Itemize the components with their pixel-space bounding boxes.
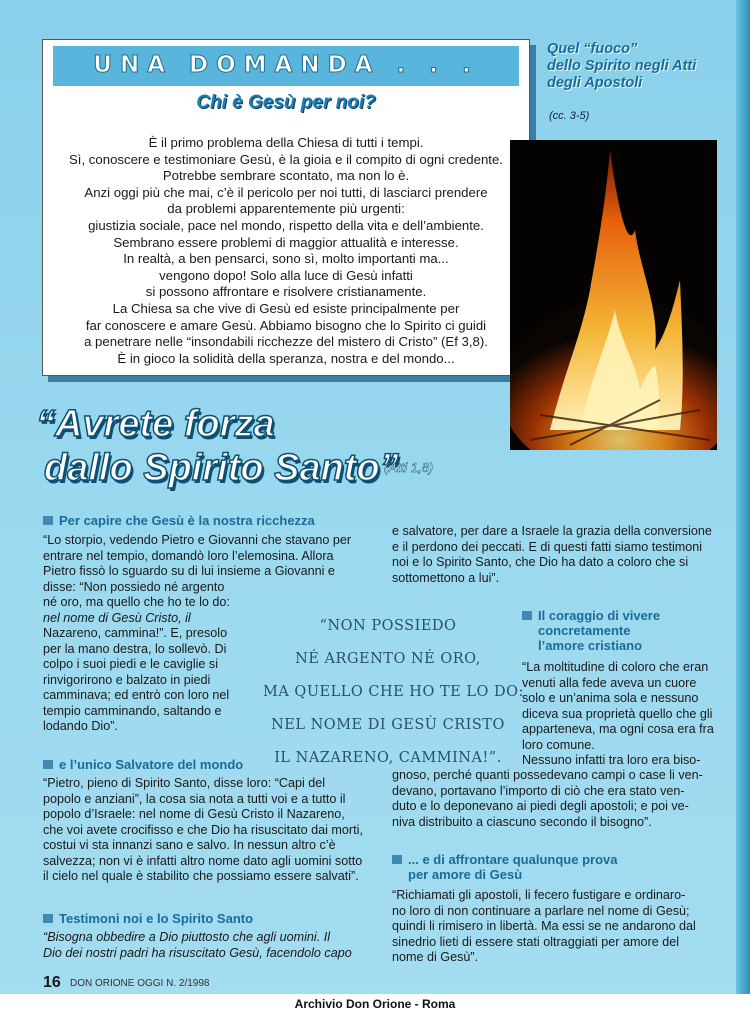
side-caption (547, 41, 747, 92)
main-title (36, 402, 476, 490)
side-caption-line: Quel “fuoco” (547, 41, 638, 57)
page-number: 16 (43, 974, 61, 991)
side-caption-line: dello Spirito negli Atti (547, 58, 697, 74)
box-line: Sembrano essere problemi di maggior attualità e interesse. (113, 234, 459, 250)
box-line: a penetrare nelle “insondabili ricchezze del mistero di Cristo” (Ef 3,8). (84, 334, 488, 350)
box-title: Chi è Gesù per noi? (196, 92, 376, 113)
question-box (42, 39, 530, 376)
square-bullet-icon (43, 760, 53, 769)
box-line: Sì, conoscere e testimoniare Gesù, è la gioia e il compito di ogni credente. (69, 151, 503, 167)
handwritten-quote: “NON POSSIEDO NÉ ARGENTO NÉ ORO, MA QUELLO CHE HO TE LO DO: NEL NOME DI GESÙ CRISTO IL NAZARENO, CAMMINA!”. (263, 618, 524, 766)
side-caption-line: degli Apostoli (547, 75, 643, 91)
box-line: Anzi oggi più che mai, c’è il pericolo per noi tutti, di lasciarci prendere (84, 184, 488, 200)
section-heading-1: Per capire che Gesù è la nostra ricchezza (43, 513, 315, 528)
box-line: far conoscere e amare Gesù. Abbiamo bisogno che lo Spirito ci guidi (85, 317, 487, 333)
main-title-line-2: dallo Spirito Santo” (44, 447, 399, 489)
box-line: giustizia sociale, pace nel mondo, rispetto della vita e dell’ambiente. (88, 217, 484, 233)
box-line: In realtà, a ben pensarci, sono sì, molto importanti ma... (123, 251, 449, 267)
section-3-text: “Bisogna obbedire a Dio piuttosto che agli uomini. Il Dio dei nostri padri ha risuscitato Gesù, facendolo capo (43, 930, 352, 960)
section-4-text: “La moltitudine di coloro che eran venuti alla fede aveva un cuore solo e un’anima sola e nessuno diceva sua proprietà quello che gli apparteneva, ma ogni cosa era fra loro comune. Nessuno infatti tra loro era biso- (522, 660, 714, 767)
box-line: È il primo problema della Chiesa di tutti i tempi. (148, 135, 424, 150)
square-bullet-icon (43, 914, 53, 923)
box-line: È in gioco la solidità della speranza, nostra e del mondo... (117, 350, 455, 366)
section-1-text: “Lo storpio, vedendo Pietro e Giovanni che stavano per entrare nel tempio, domandò loro l’elemosina. Allora Pietro fissò lo sguardo su di lui insieme a Giovanni e disse: “Non possiedo né argento né oro, ma quello che ho te lo do: nel nome di Gesù Cristo, il Nazareno, cammina!”. E, presolo per la mano destra, lo sollevò. Di colpo i suoi piedi e le caviglie si rinvigorirono e balzato in piedi camminava; ed entrò con loro nel tempio camminando, saltando e lodando Dio”. (43, 533, 352, 733)
side-reference: (cc. 3-5) (549, 110, 590, 122)
square-bullet-icon (43, 516, 53, 525)
fire-photo (510, 140, 717, 450)
archive-label: Archivio Don Orione - Roma (294, 997, 456, 1011)
section-4-text-continued: gnoso, perché quanti possedevano campi o case li ven- devano, portavano l’importo di ciò che era stato ven- duto e lo deponevano ai piedi degli apostoli; e poi ve- niva distribuito a ciascuno secondo il bisogno”. (392, 768, 703, 829)
section-2-text: “Pietro, pieno di Spirito Santo, disse loro: “Capi del popolo e anziani”, la cosa sia nota a tutti voi e a tutto il popolo d’Israele: nel nome di Gesù Cristo il Nazareno, che voi avete crocifisso e che Dio ha risuscitato dai morti, costui vi sta innanzi sano e salvo. In nessun altro c’è salvezza; non vi è infatti altro nome dato agli uomini sotto il cielo nel quale è stabilito che possiamo essere salvati”. (43, 776, 363, 883)
box-header: UNA DOMANDA . . . (93, 52, 479, 78)
section-heading-5: ... e di affrontare qualunque prova per amore di Gesù (392, 852, 617, 882)
section-heading-2: e l’unico Salvatore del mondo (43, 757, 243, 772)
box-line: La Chiesa sa che vive di Gesù ed esiste principalmente per (112, 300, 460, 316)
box-line: si possono affrontare e risolvere cristianamente. (145, 284, 427, 300)
box-line: da problemi apparentemente più urgenti: (167, 201, 405, 217)
square-bullet-icon (522, 611, 532, 620)
box-line: vengono dopo! Solo alla luce di Gesù infatti (159, 267, 413, 283)
box-text (55, 135, 517, 367)
square-bullet-icon (392, 855, 402, 864)
box-line: Potrebbe sembrare scontato, ma non lo è. (162, 168, 410, 184)
section-5-text: “Richiamati gli apostoli, li fecero fustigare e ordinaro- no loro di non continuare a parlare nel nome di Gesù; quindi li rimisero in libertà. Ma essi se ne andarono dal sinedrio lieti di essere stati oltraggiati per amore del nome di Gesù”. (392, 888, 696, 964)
column-2-continuation: e salvatore, per dare a Israele la grazia della conversione e il perdono dei peccati. E di questi fatti siamo testimoni noi e lo Spirito Santo, che Dio ha dato a coloro che si sottomettono a lui”. (392, 524, 712, 585)
box-header-band (53, 46, 519, 86)
section-heading-3: Testimoni noi e lo Spirito Santo (43, 911, 253, 926)
publication-info: DON ORIONE OGGI N. 2/1998 (70, 978, 210, 989)
main-title-line-1: “Avrete forza (36, 403, 275, 445)
page-edge (736, 0, 750, 1000)
main-title-reference: (Atti 1,8) (384, 460, 434, 475)
section-heading-4: Il coraggio di vivere concretamente l’amore cristiano (522, 608, 660, 653)
